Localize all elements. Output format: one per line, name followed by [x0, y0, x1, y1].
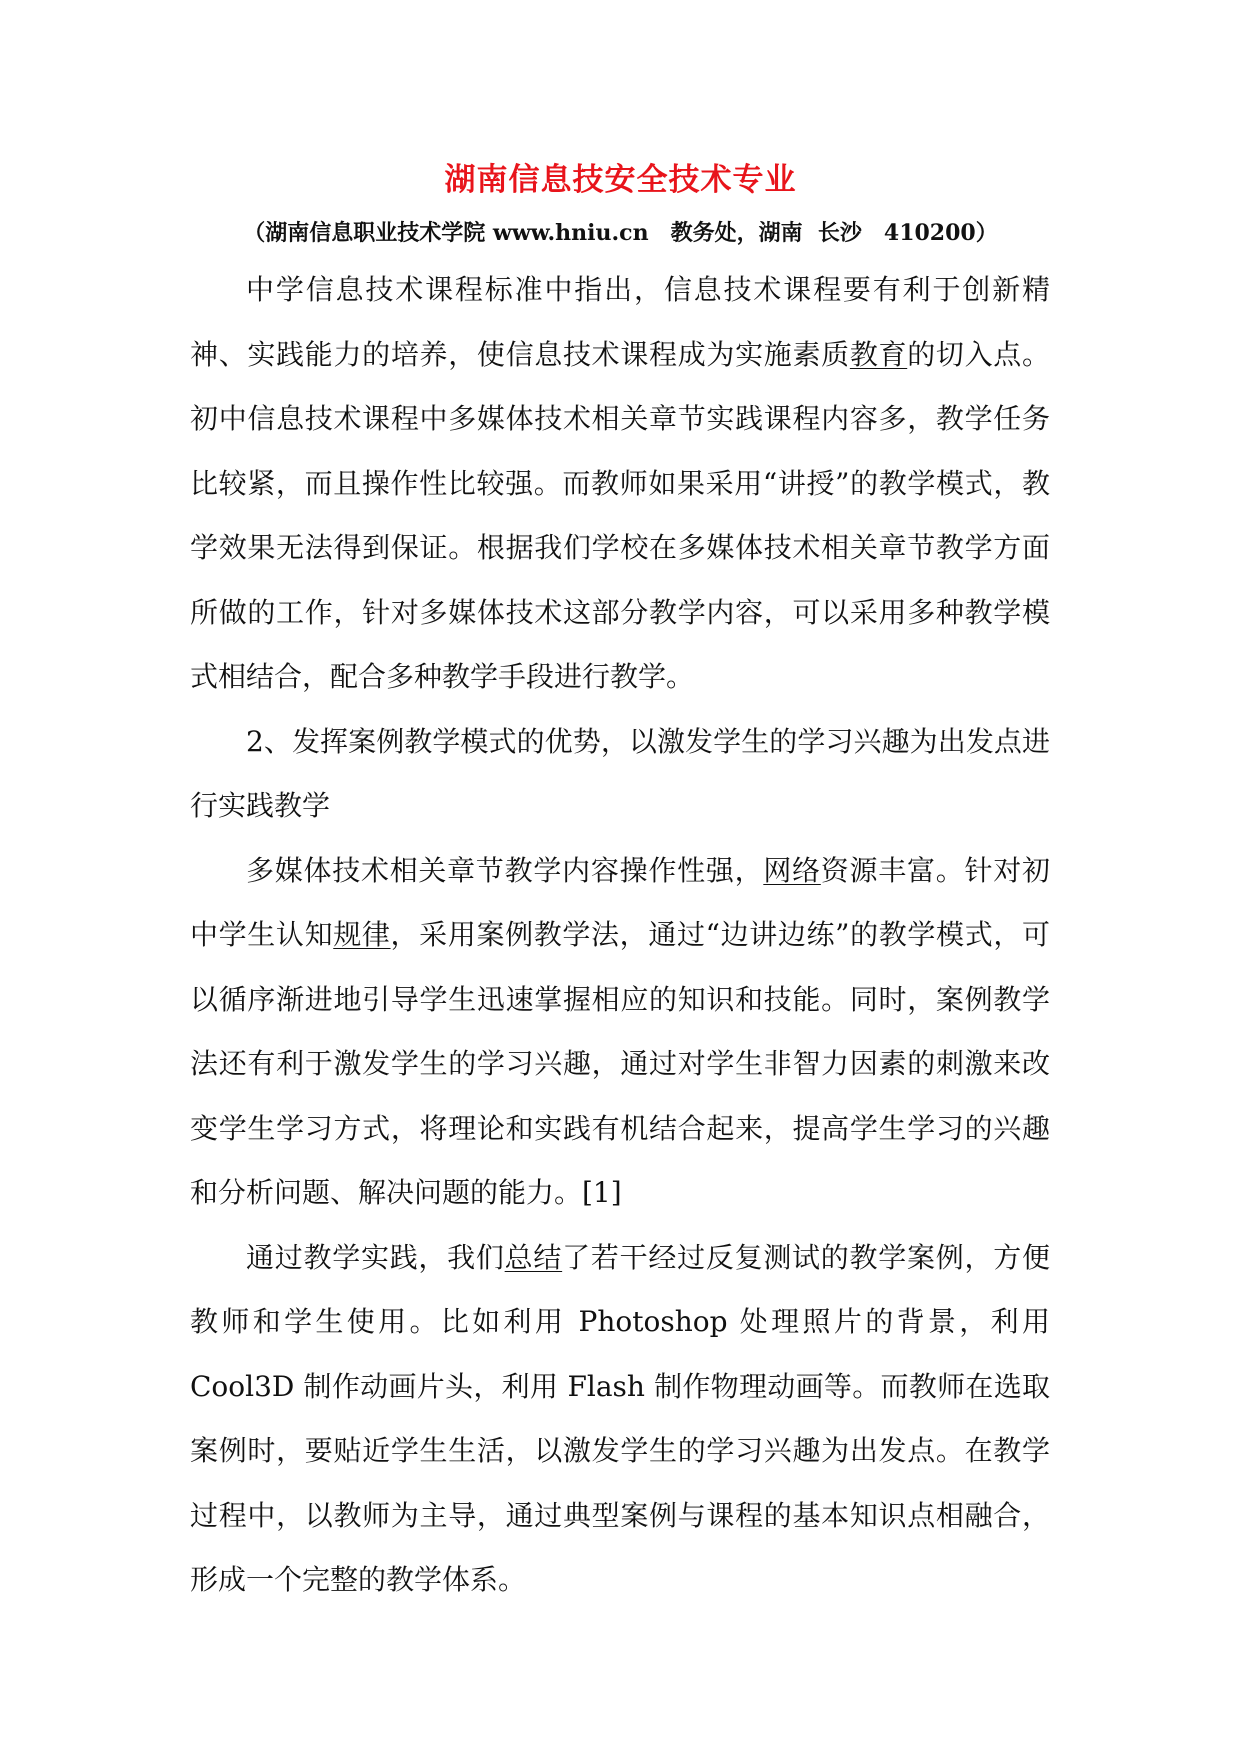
underlined-term: 总结 [504, 1240, 563, 1274]
paragraph-text: 资源丰富。针对初中学生认知 [190, 853, 1050, 951]
paragraph-text: 中学信息技术课程标准中指出，信息技术课程要有利于创新精神、实践能力的培养，使信息技术课程成为实施素质 [190, 273, 1050, 371]
body-paragraph [190, 710, 1050, 839]
document-subtitle: （湖南信息职业技术学院 www.hniu.cn 教务处，湖南 长沙 410200） [243, 220, 998, 246]
underlined-term: 网络 [763, 853, 821, 887]
body-paragraph [190, 258, 1050, 710]
body-paragraph [190, 839, 1050, 1226]
paragraph-text: 了若干经过反复测试的教学案例，方便教师和学生使用。比如利用 Photoshop 处理照片的背景，利用 Cool3D 制作动画片头，利用 Flash 制作物理动画等。而教师在选取案例时，要贴近学生生活，以激发学生的学习兴趣为出发点。在教学过程中，以教师为主导，通过典型案例与课程的基本知识点相融合，形成一个完整的教学体系。 [190, 1240, 1050, 1596]
underlined-term: 规律 [333, 918, 391, 951]
underlined-term: 教育 [849, 337, 908, 371]
body-paragraph [190, 1226, 1050, 1613]
paragraph-text: 通过教学实践，我们 [246, 1240, 505, 1274]
paragraph-text: 的切入点。初中信息技术课程中多媒体技术相关章节实践课程内容多，教学任务比较紧，而且操作性比较强。而教师如果采用“讲授”的教学模式，教学效果无法得到保证。根据我们学校在多媒体技术相关章节教学方面所做的工作，针对多媒体技术这部分教学内容，可以采用多种教学模式相结合，配合多种教学手段进行教学。 [190, 337, 1050, 693]
paragraph-text: 2、发挥案例教学模式的优势，以激发学生的学习兴趣为出发点进行实践教学 [190, 724, 1050, 822]
paragraph-text: ，采用案例教学法，通过“边讲边练”的教学模式，可以循序渐进地引导学生迅速掌握相应的知识和技能。同时，案例教学法还有利于激发学生的学习兴趣，通过对学生非智力因素的刺激来改变学生学习方式，将理论和实践有机结合起来，提高学生学习的兴趣和分析问题、解决问题的能力。[1] [190, 918, 1050, 1209]
document-title: 湖南信息技安全技术专业 [444, 162, 797, 198]
document-body [190, 258, 1050, 1613]
paragraph-text: 多媒体技术相关章节教学内容操作性强， [246, 853, 764, 887]
